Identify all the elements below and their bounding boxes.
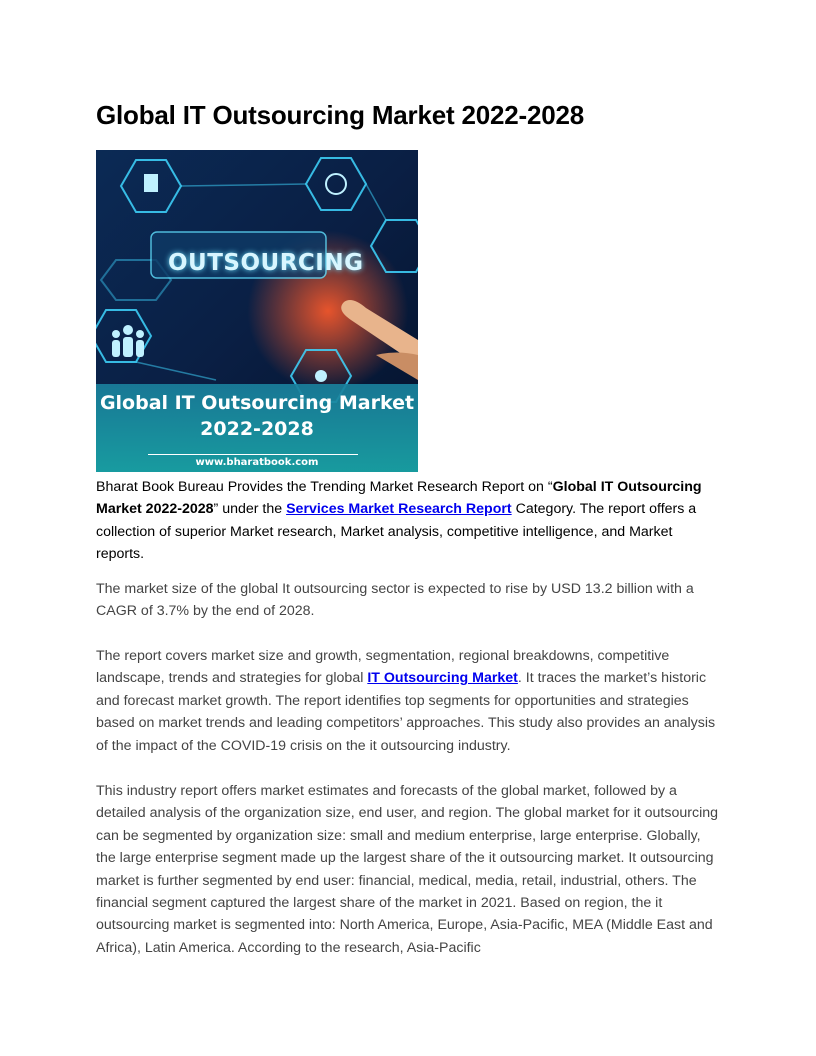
it-outsourcing-market-link[interactable]: IT Outsourcing Market xyxy=(367,670,518,687)
hero-url: www.bharatbook.com xyxy=(195,457,319,468)
intro-text-1: Bharat Book Bureau Provides the Trending Market Research Report on “ xyxy=(96,479,553,495)
hero-caption-line1: Global IT Outsourcing Market xyxy=(99,392,415,414)
hero-caption-line2: 2022-2028 xyxy=(200,418,314,440)
segmentation-paragraph: This industry report offers market estimates and forecasts of the global market, followed by a detailed analysis of the organization size, end user, and region. The global market for it outsourcing can be segmented by organization size: small and medium enterprise, large enterprise. Globally, the large enterprise segment made up the largest share of the it outsourcing market. It outsourcing market is further segmented by end user: financial, medical, media, retail, industrial, others. The financial segment captured the largest share of the market in 2021. Based on region, the it outsourcing market is segmented into: North America, Europe, Asia-Pacific, MEA (Middle East and Africa), Latin America. According to the research, Asia-Pacific xyxy=(96,783,718,956)
services-report-link[interactable]: Services Market Research Report xyxy=(286,501,512,518)
coverage-text-1: The report covers market size and growth, segmentation, regional breakdowns, competitive landscape, trends and strategies for global xyxy=(96,648,670,687)
hero-divider xyxy=(148,454,358,455)
intro-text-3: Category. The report offers a collection of superior Market research, Market analysis, competitive intelligence, and Market reports. xyxy=(96,501,697,563)
intro-text-2: ” under the xyxy=(213,501,287,518)
report-coverage-paragraph xyxy=(96,645,724,757)
intro-paragraph xyxy=(96,476,724,566)
hero-image xyxy=(96,150,418,472)
page-title: Global IT Outsourcing Market 2022-2028 xyxy=(96,100,584,130)
hero-word: OUTSOURCING xyxy=(168,250,364,276)
market-size-paragraph: The market size of the global It outsourcing sector is expected to rise by USD 13.2 billion with a CAGR of 3.7% by the end of 2028. xyxy=(96,581,694,620)
coverage-text-2: . It traces the market’s historic and forecast market growth. The report identifies top segments for opportunities and strategies based on market trends and leading competitors’ approaches. This study also provides an analysis of the impact of the COVID-19 crisis on the it outsourcing industry. xyxy=(96,670,716,754)
intro-report-title: Global IT Outsourcing Market 2022-2028 xyxy=(96,479,702,518)
hero-caption xyxy=(96,390,418,442)
